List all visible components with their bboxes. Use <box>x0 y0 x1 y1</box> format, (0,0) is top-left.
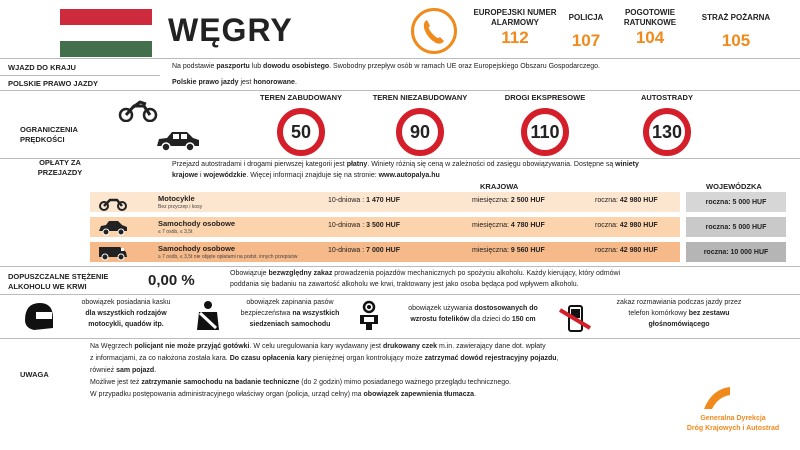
license-text: Polskie prawo jazdy jest honorowane. <box>172 79 297 86</box>
vignette-national-label: KRAJOWA <box>480 182 519 191</box>
license-label: POLSKIE PRAWO JAZDY <box>8 79 99 88</box>
speed-sign-motorway: 130 <box>643 108 691 156</box>
emergency-ambulance <box>618 8 682 48</box>
fee-regional-motorcycle: roczna: 5 000 HUF <box>686 192 786 212</box>
alcohol-value: 0,00 % <box>148 272 195 289</box>
fee-regional-van: roczna: 10 000 HUF <box>686 242 786 262</box>
entry-label: WJAZD DO KRAJU <box>8 63 76 72</box>
car-small-icon <box>98 220 128 236</box>
speed-sign-rural: 90 <box>396 108 444 156</box>
alcohol-text-2: poddania się badaniu na zawartość alkoholu we krwi, traktowany jest jako osoba będąca pod wpływem alkoholu. <box>230 281 579 288</box>
hungary-flag <box>60 9 152 57</box>
emergency-ambulance-number: 104 <box>635 28 665 47</box>
emergency-eu-label: EUROPEJSKI NUMER ALARMOWY <box>473 8 557 27</box>
fee-row-van: Samochody osobowe ≥ 7 osób, ≤ 3,5t nie objęte opłatami na podst. innych przepisów 10-dniowa : 7 000 HUF miesięczna: 9 560 HUF roczna: 42 980 HUF <box>90 242 680 262</box>
motorcycle-small-icon <box>98 195 128 211</box>
emergency-police-number: 107 <box>571 31 601 50</box>
zone-expressway-label: DROGI EKSPRESOWE <box>504 93 586 102</box>
emergency-eu-number: 112 <box>501 28 529 47</box>
van-small-icon <box>98 245 128 261</box>
emergency-fire <box>694 13 778 51</box>
gddkia-logo-icon <box>702 385 732 413</box>
emergency-police-label: POLICJA <box>568 13 604 22</box>
fee-row-car: Samochody osobowe ≤ 7 osób, ≤ 3,5t 10-dniowa : 3 500 HUF miesięczna: 4 780 HUF roczna: 42 980 HUF <box>90 217 680 237</box>
gddkia-logo-text: Generalna Dyrekcja Dróg Krajowych i Autostrad <box>686 415 780 432</box>
helmet-icon <box>22 300 56 336</box>
child-seat-text: obowiązek używania dostosowanych do wzrostu fotelików dla dzieci do 150 cm <box>408 305 538 323</box>
emergency-police <box>564 13 608 51</box>
speed-sign-urban: 50 <box>277 108 325 156</box>
helmet-text: obowiązek posiadania kasku dla wszystkich rodzajów motocykli, quadów itp. <box>81 299 171 328</box>
country-title: WĘGRY <box>168 12 293 48</box>
emergency-eu <box>472 8 558 48</box>
fees-text-1: Przejazd autostradami i drogami pierwszej kategorii jest płatny. Winiety różnią się ceną w zależności od zasięgu obowiązywania. Dostępne są winiety <box>172 161 639 168</box>
zone-motorway-label: AUTOSTRADY <box>641 93 693 102</box>
alcohol-text-1: Obowiązuje bezwzględny zakaz prowadzenia pojazdów mechanicznych po spożyciu alkoholu. Każdy kierujący, który odmówi <box>230 270 621 277</box>
seatbelt-text: obowiązek zapinania pasów bezpieczeństwa na wszystkich siedzeniach samochodu <box>240 299 340 328</box>
fees-text-2: krajowe i wojewódzkie. Więcej informacji znajduje się na stronie: www.autopalya.hu <box>172 172 440 179</box>
entry-text: Na podstawie paszportu lub dowodu osobistego. Swobodny przepływ osób w ramach UE oraz Europejskiego Obszaru Gospodarczego. <box>172 63 600 70</box>
fees-label: OPŁATY ZA PRZEJAZDY <box>37 158 83 177</box>
notes-text: Na Węgrzech policjant nie może przyjąć gotówki. W celu uregulowania kary wydawany jest drukowany czek m.in. zawierający dane dot. wpłaty z informacjami, za co nałożona została kara. Do czasu opłacenia kary pieniężnej organ kontrolujący może zatrzymać dowód rejestracyjny pojazdu, również sam pojazd. Możliwe jest też zatrzymanie samochodu na badanie techniczne (do 2 godzin) mimo posiadanego ważnego przeglądu technicznego. W przypadku postępowania administracyjnego właściwy organ (policja, urząd celny) ma obowiązek zapewnienia tłumacza. <box>90 343 559 398</box>
fee-row-motorcycle: Motocykle Bez przyczep i kosy 10-dniowa : 1 470 HUF miesięczna: 2 500 HUF roczna: 42 980 HUF <box>90 192 680 212</box>
emergency-fire-number: 105 <box>721 31 751 50</box>
no-phone-icon <box>558 302 592 338</box>
zone-rural-label: TEREN NIEZABUDOWANY <box>372 93 468 102</box>
no-phone-text: zakaz rozmawiania podczas jazdy przez telefon komórkowy bez zestawu głośnomówiącego <box>616 299 742 328</box>
speed-sign-expressway: 110 <box>521 108 569 156</box>
emergency-ambulance-label: POGOTOWIE RATUNKOWE <box>623 8 677 27</box>
fee-regional-car: roczna: 5 000 HUF <box>686 217 786 237</box>
vignette-regional-label: WOJEWÓDZKA <box>706 182 762 191</box>
alcohol-label: DOPUSZCZALNE STĘŻENIE ALKOHOLU WE KRWI <box>8 272 109 291</box>
car-icon <box>155 130 201 154</box>
motorcycle-icon <box>118 98 158 124</box>
child-seat-icon <box>352 300 386 336</box>
phone-icon <box>411 8 457 54</box>
seatbelt-icon <box>191 300 225 336</box>
speed-label: OGRANICZENIA PRĘDKOŚCI <box>20 125 78 144</box>
notes-label: UWAGA <box>20 370 49 379</box>
zone-urban-label: TEREN ZABUDOWANY <box>259 93 343 102</box>
emergency-fire-label: STRAŻ POŻARNA <box>701 13 771 22</box>
